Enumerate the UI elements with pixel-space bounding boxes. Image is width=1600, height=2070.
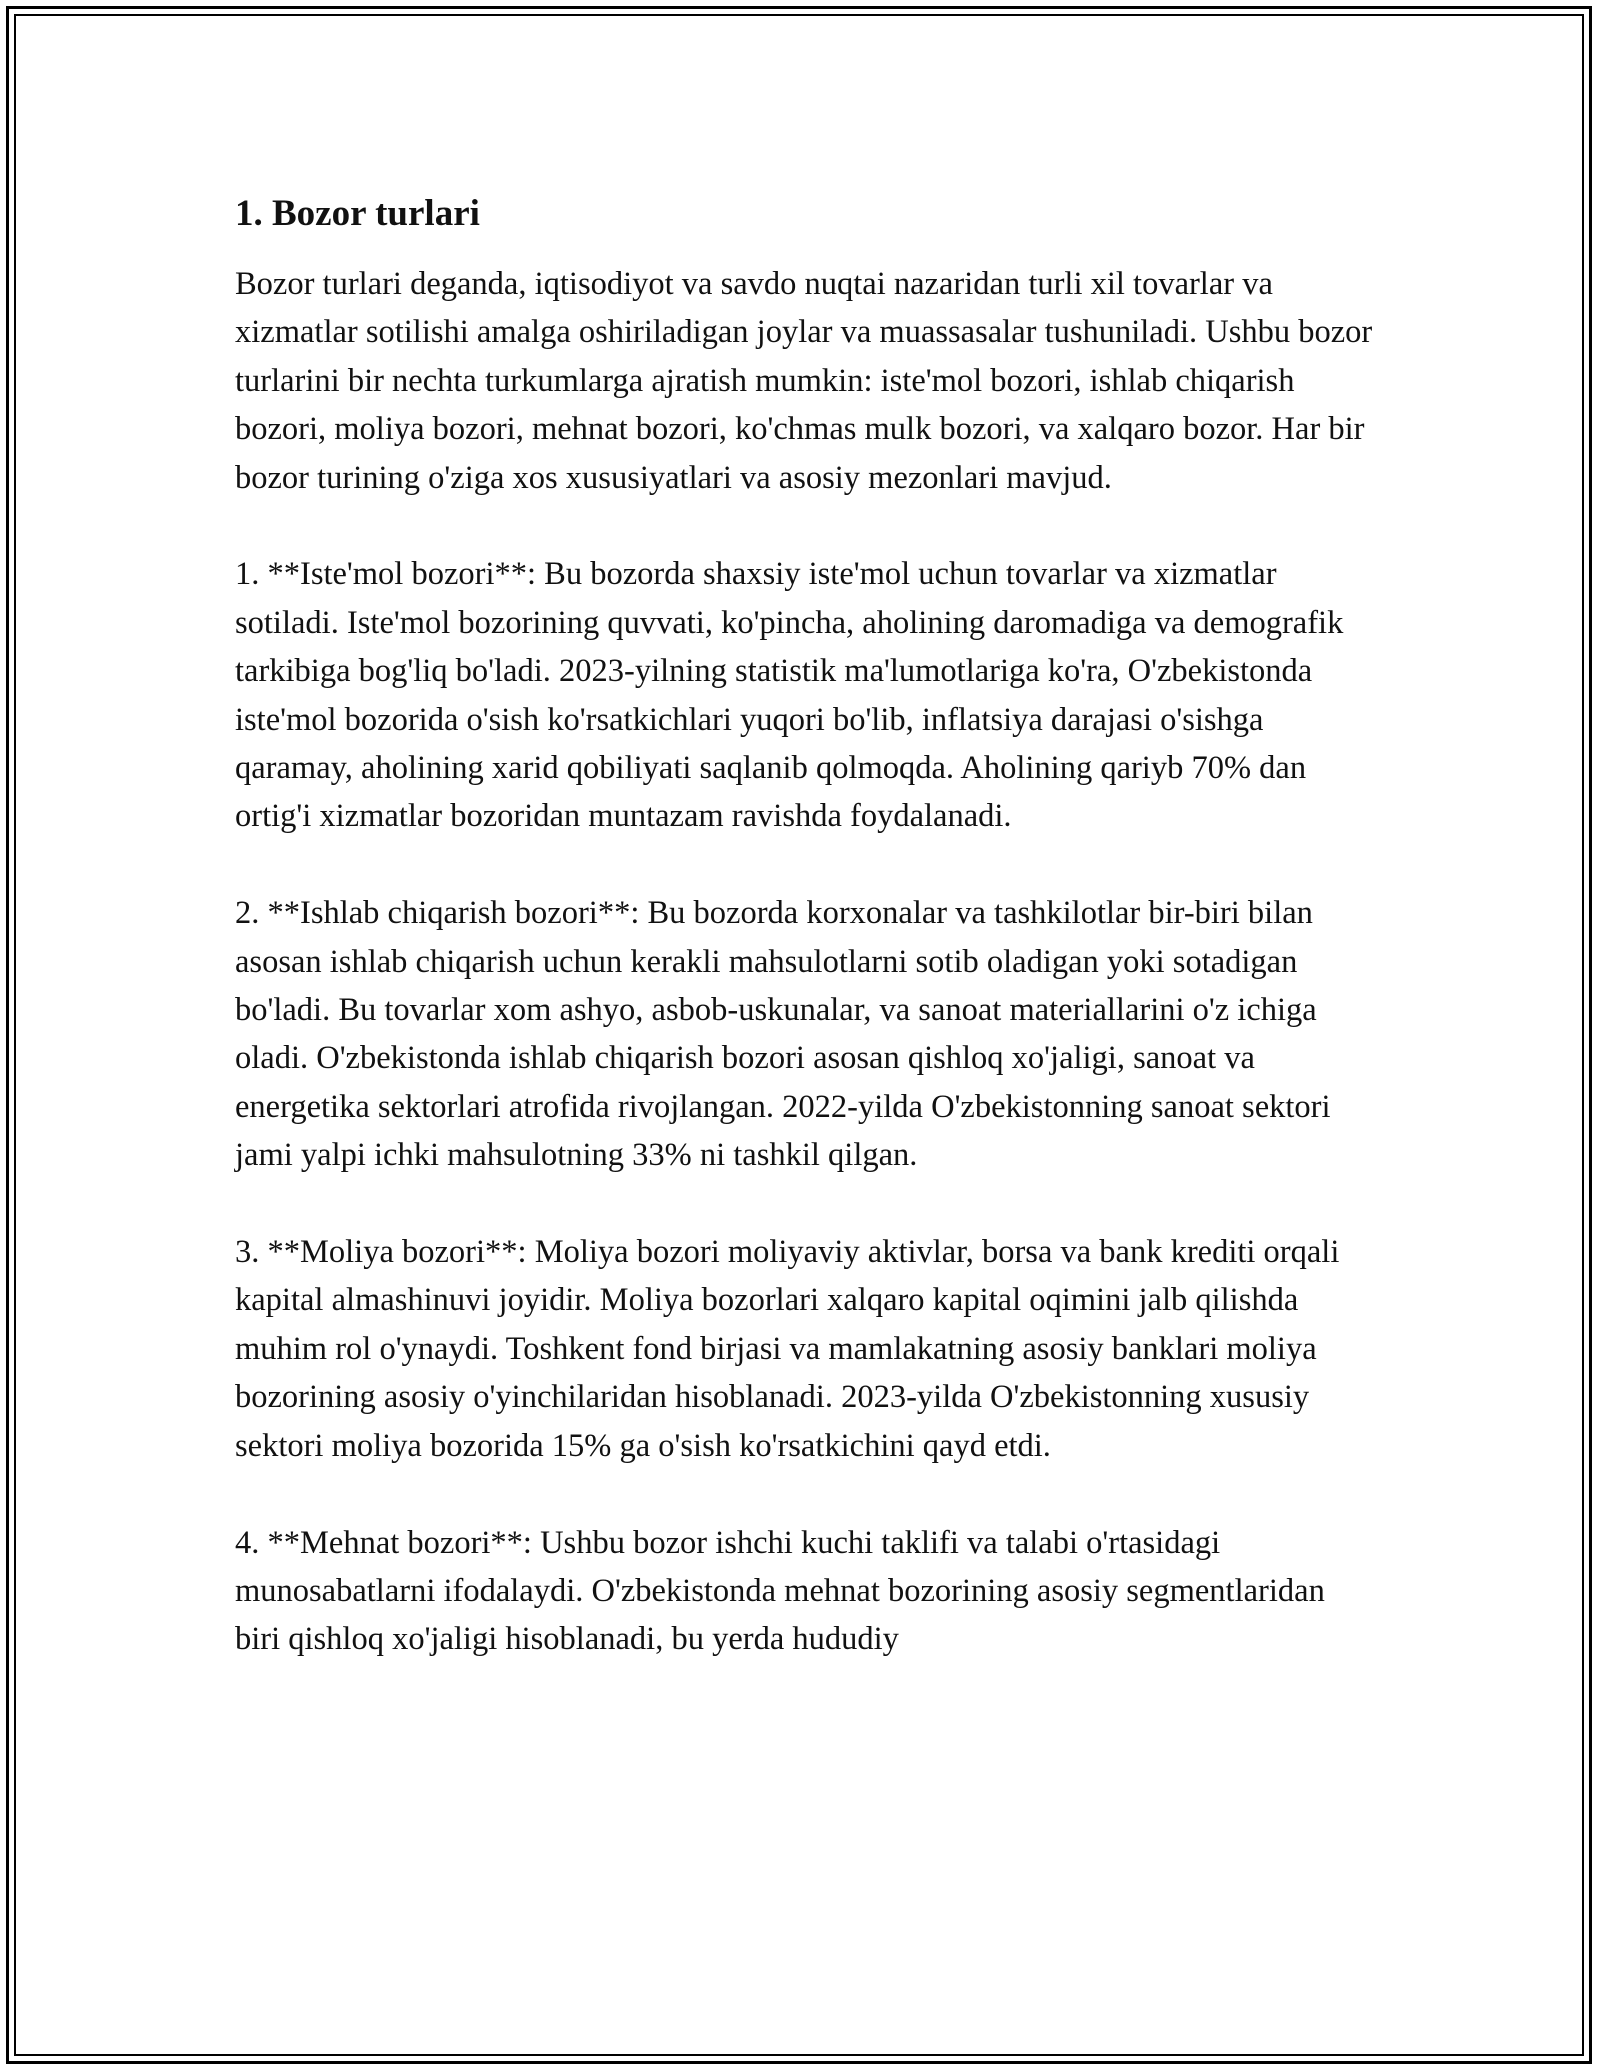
labor-market-paragraph: 4. **Mehnat bozori**: Ushbu bozor ishchi kuchi taklifi va talabi o'rtasidagi munosabatlarni ifodalaydi. O'zbekistonda mehnat bozorining asosiy segmentlaridan biri qishloq xo'jaligi hisoblanadi, bu yerda hududiy xyxy=(235,1524,1325,1658)
consumer-market-paragraph: 1. **Iste'mol bozori**: Bu bozorda shaxsiy iste'mol uchun tovarlar va xizmatlar sotiladi. Iste'mol bozorining quvvati, ko'pincha, aholining daromadiga va demografik tarkibiga bog'liq bo'ladi. 2023-yilning statistik ma'lumotlariga ko'ra, O'zbekistonda iste'mol bozorida o'sish ko'rsatkichlari yuqori bo'lib, inflatsiya darajasi o'sishga qaramay, aholining xarid qobiliyati saqlanib qolmoqda. Aholining qariyb 70% dan ortig'i xizmatlar bozoridan muntazam ravishda foydalanadi. xyxy=(235,556,1344,835)
intro-paragraph: Bozor turlari deganda, iqtisodiyot va savdo nuqtai nazaridan turli xil tovarlar va xizmatlar sotilishi amalga oshiriladigan joylar va muassasalar tushuniladi. Ushbu bozor turlarini bir nechta turkumlarga ajratish mumkin: iste'mol bozori, ishlab chiqarish bozori, moliya bozori, mehnat bozori, ko'chmas mulk bozori, va xalqaro bozor. Har bir bozor turining o'ziga xos xususiyatlari va asosiy mezonlari mavjud. xyxy=(235,266,1373,496)
financial-market-paragraph: 3. **Moliya bozori**: Moliya bozori moliyaviy aktivlar, borsa va bank krediti orqali kapital almashinuvi joyidir. Moliya bozorlari xalqaro kapital oqimini jalb qilishda muhim rol o'ynaydi. Toshkent fond birjasi va mamlakatning asosiy banklari moliya bozorining asosiy o'yinchilaridan hisoblanadi. 2023-yilda O'zbekistonning xususiy sektori moliya bozorida 15% ga o'sish ko'rsatkichini qayd etdi. xyxy=(235,1234,1340,1464)
section-heading: 1. Bozor turlari xyxy=(235,193,480,234)
production-market-paragraph: 2. **Ishlab chiqarish bozori**: Bu bozorda korxonalar va tashkilotlar bir-biri bilan asosan ishlab chiqarish uchun kerakli mahsulotlarni sotib oladigan yoki sotadigan bo'ladi. Bu tovarlar xom ashyo, asbob-uskunalar, va sanoat materiallarini o'z ichiga oladi. O'zbekistonda ishlab chiqarish bozori asosan qishloq xo'jaligi, sanoat va energetika sektorlari atrofida rivojlangan. 2022-yilda O'zbekistonning sanoat sektori jami yalpi ichki mahsulotning 33% ni tashkil qilgan. xyxy=(235,895,1331,1174)
document-body xyxy=(235,188,1375,1664)
